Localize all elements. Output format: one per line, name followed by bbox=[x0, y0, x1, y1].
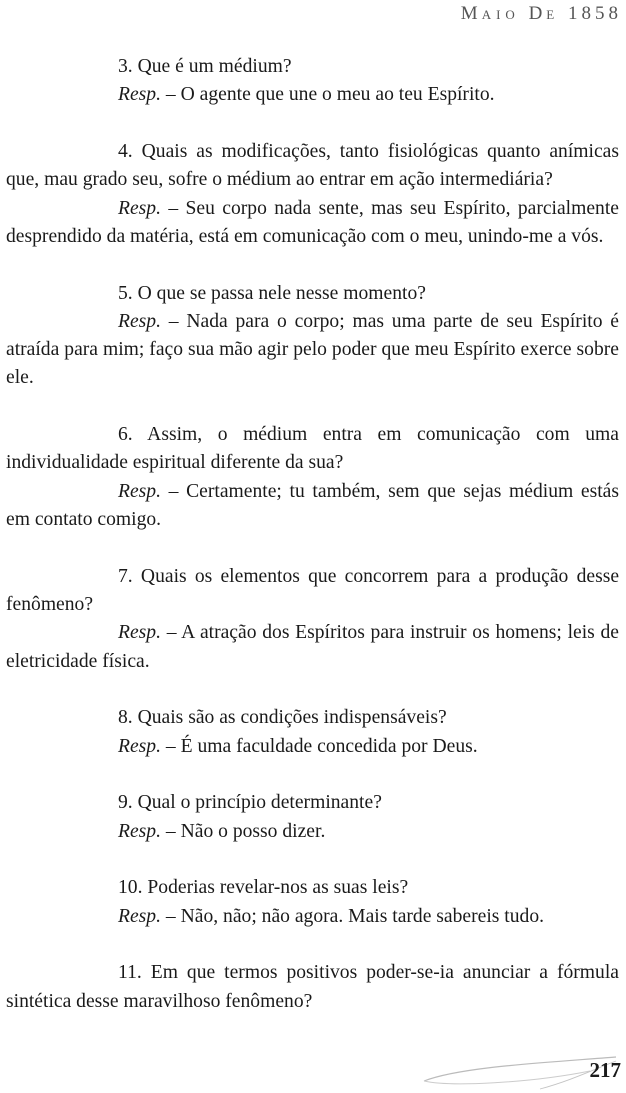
question-number: 7. bbox=[118, 565, 141, 587]
resp-label: Resp. bbox=[118, 197, 161, 219]
answer-text: – O agente que une o meu ao teu Espírito. bbox=[161, 84, 495, 106]
question-7 bbox=[6, 563, 619, 620]
header-month-initial: M bbox=[460, 3, 482, 24]
header-preposition-initial: D bbox=[528, 3, 547, 24]
answer-text: – Não o posso dizer. bbox=[161, 820, 326, 842]
question-number: 5. bbox=[118, 282, 138, 304]
question-text: Assim, o médium entra em comunicação com uma individualidade espiritual diferente da sua? bbox=[6, 424, 619, 474]
question-11 bbox=[6, 959, 619, 1016]
question-number: 6. bbox=[118, 424, 148, 446]
question-text: Quais as modificações, tanto fisiológicas quanto anímicas que, mau grado seu, sofre o médium ao entrar em ação intermediária? bbox=[6, 140, 620, 191]
resp-label: Resp. bbox=[118, 622, 161, 644]
resp-label: Resp. bbox=[118, 480, 161, 502]
answer-text: – É uma faculdade concedida por Deus. bbox=[161, 735, 478, 757]
question-number: 9. bbox=[118, 792, 138, 814]
question-text: Que é um médium? bbox=[137, 56, 292, 77]
question-9 bbox=[6, 789, 619, 817]
answer-3 bbox=[6, 81, 619, 109]
answer-8 bbox=[6, 733, 619, 761]
answer-text: – Nada para o corpo; mas uma parte de seu Espírito é atraída para mim; faço sua mão agir pelo poder que meu Espírito exerce sobre ele. bbox=[6, 310, 619, 389]
question-8 bbox=[6, 704, 619, 732]
answer-text: – Não, não; não agora. Mais tarde sabereis tudo. bbox=[161, 905, 545, 927]
question-text: Quais são as condições indispensáveis? bbox=[137, 707, 447, 729]
question-text: Qual o princípio determinante? bbox=[137, 792, 382, 814]
page-number: 217 bbox=[589, 1058, 621, 1082]
question-6 bbox=[6, 421, 619, 478]
question-number: 8. bbox=[118, 707, 138, 729]
question-3 bbox=[6, 53, 619, 81]
answer-9 bbox=[6, 818, 619, 846]
answer-text: – Certamente; tu também, sem que sejas médium estás em contato comigo. bbox=[6, 480, 619, 531]
answer-4 bbox=[6, 195, 619, 252]
answer-text: – A atração dos Espíritos para instruir os homens; leis de eletricidade física. bbox=[6, 622, 619, 672]
question-10 bbox=[6, 874, 619, 902]
answer-7 bbox=[6, 619, 619, 676]
header-year: 1858 bbox=[568, 3, 622, 24]
question-text: Quais os elementos que concorrem para a produção desse fenômeno? bbox=[6, 565, 620, 616]
question-text: Em que termos positivos poder-se-ia anunciar a fórmula sintética desse maravilhoso fenômeno? bbox=[6, 962, 619, 1012]
question-number: 3. bbox=[118, 56, 138, 77]
question-5 bbox=[6, 280, 619, 308]
question-number: 11. bbox=[118, 962, 151, 984]
resp-label: Resp. bbox=[118, 735, 161, 757]
question-number: 10. bbox=[118, 877, 148, 899]
resp-label: Resp. bbox=[118, 310, 161, 332]
question-number: 4. bbox=[118, 140, 142, 162]
question-text: O que se passa nele nesse momento? bbox=[137, 282, 426, 304]
header-month-rest: AIO bbox=[481, 7, 520, 22]
resp-label: Resp. bbox=[118, 820, 161, 842]
answer-6 bbox=[6, 478, 619, 535]
answer-10 bbox=[6, 903, 619, 931]
running-header bbox=[461, 3, 622, 25]
body-text bbox=[6, 53, 619, 1016]
answer-text: – Seu corpo nada sente, mas seu Espírito, parcialmente desprendido da matéria, está em comunicação com o meu, unindo-me a vós. bbox=[6, 197, 619, 247]
resp-label: Resp. bbox=[118, 905, 161, 927]
question-text: Poderias revelar-nos as suas leis? bbox=[147, 877, 409, 899]
question-4 bbox=[6, 138, 619, 195]
resp-label: Resp. bbox=[118, 84, 161, 106]
header-preposition-rest: E bbox=[546, 7, 560, 22]
answer-5 bbox=[6, 308, 619, 393]
